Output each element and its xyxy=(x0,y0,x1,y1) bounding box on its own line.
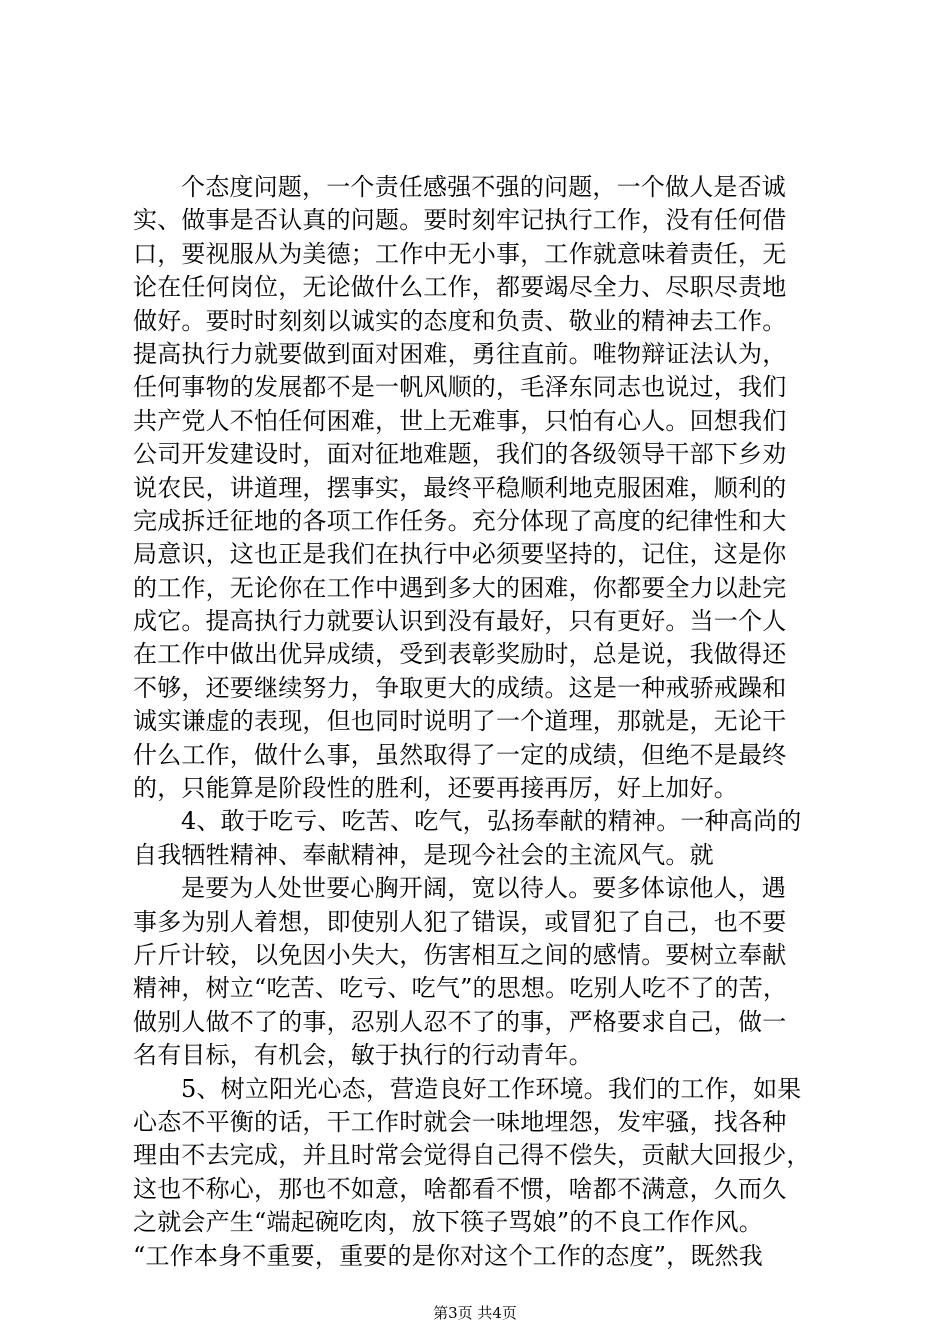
text-line: 什么工作，做什么事，虽然取得了一定的成绩，但绝不是最终 xyxy=(133,740,787,769)
text-line: 心态不平衡的话，干工作时就会一味地埋怨，发牢骚，找各种 xyxy=(133,1107,787,1136)
text-line: 是要为人处世要心胸开阔，宽以待人。要多体谅他人，遇 xyxy=(181,874,786,903)
text-line: 提高执行力就要做到面对困难，勇往直前。唯物辩证法认为， xyxy=(133,339,787,368)
text-line: 在工作中做出优异成绩，受到表彰奖励时，总是说，我做得还 xyxy=(133,640,787,669)
text-line: 论在任何岗位，无论做什么工作，都要竭尽全力、尽职尽责地 xyxy=(133,273,787,302)
text-line: 公司开发建设时，面对征地难题，我们的各级领导干部下乡劝 xyxy=(133,440,787,469)
text-line: 5、树立阳光心态，营造良好工作环境。我们的工作，如果 xyxy=(181,1074,802,1103)
text-line: 的工作，无论你在工作中遇到多大的困难，你都要全力以赴完 xyxy=(133,573,787,602)
text-line: 精神，树立“吃苦、吃亏、吃气”的思想。吃别人吃不了的苦， xyxy=(133,974,788,1003)
text-line: 做别人做不了的事，忍别人忍不了的事，严格要求自己，做一 xyxy=(133,1007,787,1036)
text-line: 个态度问题，一个责任感强不强的问题，一个做人是否诚 xyxy=(181,173,786,201)
text-line: 斤斤计较，以免因小失大，伤害相互之间的感情。要树立奉献 xyxy=(133,940,787,969)
text-line: “工作本身不重要，重要的是你对这个工作的态度”，既然我 xyxy=(133,1241,763,1270)
text-line: 共产党人不怕任何困难，世上无难事，只怕有心人。回想我们 xyxy=(133,406,787,435)
text-line: 之就会产生“端起碗吃肉，放下筷子骂娘”的不良工作作风。 xyxy=(133,1208,763,1237)
text-line: 说农民，讲道理，摆事实，最终平稳顺利地克服困难，顺利的 xyxy=(133,473,787,502)
text-line: 口，要视服从为美德；工作中无小事，工作就意味着责任，无 xyxy=(133,239,787,268)
text-line: 事多为别人着想，即使别人犯了错误，或冒犯了自己，也不要 xyxy=(133,907,787,936)
text-line: 局意识，这也正是我们在执行中必须要坚持的，记住，这是你 xyxy=(133,540,787,569)
text-line: 做好。要时时刻刻以诚实的态度和负责、敬业的精神去工作。 xyxy=(133,306,787,335)
text-line: 这也不称心，那也不如意，啥都看不惯，啥都不满意，久而久 xyxy=(133,1174,787,1203)
text-line: 成它。提高执行力就要认识到没有最好，只有更好。当一个人 xyxy=(133,607,787,636)
text-line: 完成拆迁征地的各项工作任务。充分体现了高度的纪律性和大 xyxy=(133,506,787,535)
text-line: 诚实谦虚的表现，但也同时说明了一个道理，那就是，无论干 xyxy=(133,707,787,736)
text-line: 实、做事是否认真的问题。要时刻牢记执行工作，没有任何借 xyxy=(133,206,787,235)
text-line: 的，只能算是阶段性的胜利，还要再接再厉，好上加好。 xyxy=(133,774,738,803)
page-number-footer: 第3页 共4页 xyxy=(433,1304,517,1322)
body-text xyxy=(133,171,823,1273)
text-line: 理由不去完成，并且时常会觉得自己得不偿失，贡献大回报少， xyxy=(133,1141,811,1170)
text-line: 任何事物的发展都不是一帆风顺的，毛泽东同志也说过，我们 xyxy=(133,373,787,402)
text-line: 4、敢于吃亏、吃苦、吃气，弘扬奉献的精神。一种高尚的 xyxy=(181,807,802,836)
text-line: 名有目标，有机会，敏于执行的行动青年。 xyxy=(133,1041,593,1070)
text-line: 不够，还要继续努力，争取更大的成绩。这是一种戒骄戒躁和 xyxy=(133,673,787,702)
text-line: 自我牺牲精神、奉献精神，是现今社会的主流风气。就 xyxy=(133,840,714,869)
